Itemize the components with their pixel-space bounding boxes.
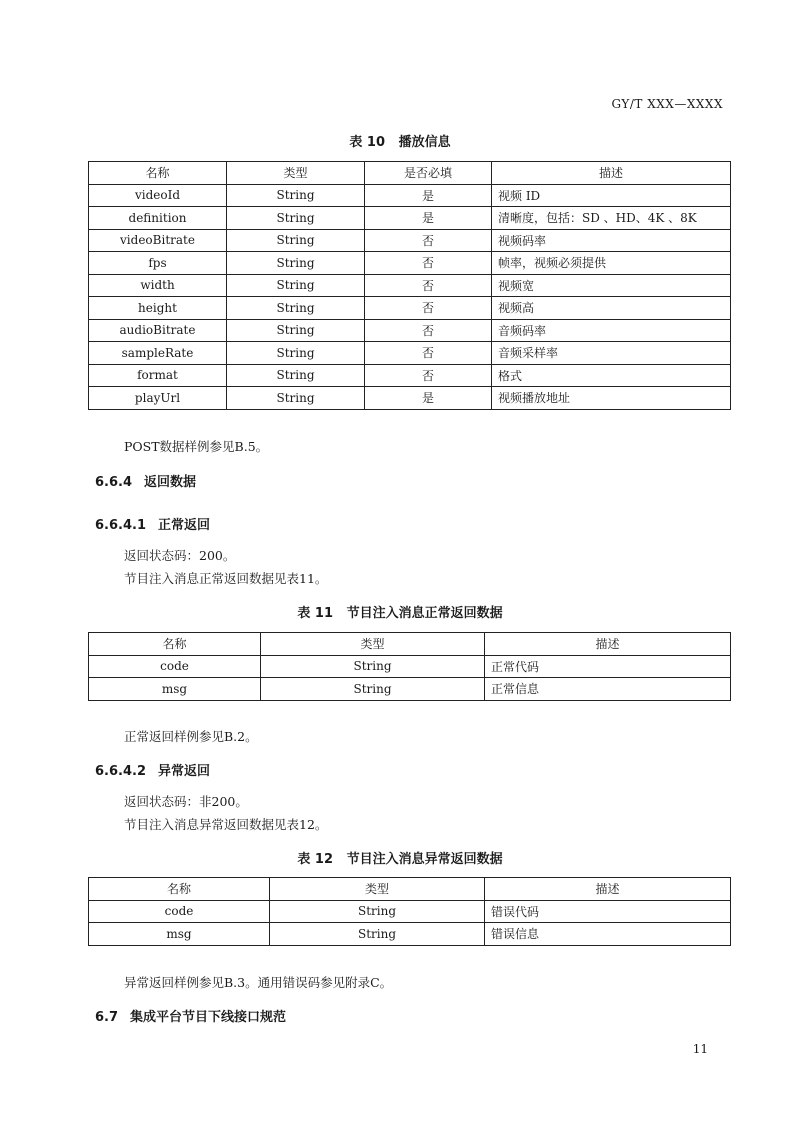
table-row [89, 229, 731, 252]
table-cell: msg [89, 678, 261, 701]
table-cell: 否 [365, 229, 492, 252]
table-cell: 音频采样率 [492, 342, 731, 365]
section-title: 返回数据 [144, 475, 197, 490]
table-cell: format [89, 364, 227, 387]
caption-title: 节目注入消息正常返回数据 [346, 606, 503, 621]
table-cell: 音频码率 [492, 319, 731, 342]
page-number: 11 [692, 1042, 708, 1056]
table-cell: width [89, 274, 227, 297]
table-cell: 清晰度，包括：SD 、HD、4K 、8K [492, 207, 731, 230]
table-cell: audioBitrate [89, 319, 227, 342]
section-title: 正常返回 [158, 518, 211, 533]
table-header-row [89, 878, 731, 901]
table-cell: height [89, 297, 227, 320]
table-cell: 正常信息 [485, 678, 731, 701]
table-cell: 视频 ID [492, 184, 731, 207]
table-cell: definition [89, 207, 227, 230]
table-cell: 否 [365, 297, 492, 320]
table-row [89, 319, 731, 342]
status-code-ok: 返回状态码：200。 [124, 548, 236, 563]
section-number: 6.6.4.2 [95, 764, 146, 779]
table-row [89, 252, 731, 275]
table-cell: playUrl [89, 387, 227, 410]
table12-reference: 节目注入消息异常返回数据见表12。 [124, 817, 328, 832]
section-number: 6.7 [95, 1010, 119, 1025]
column-header: 类型 [261, 633, 485, 656]
table-cell: String [227, 229, 365, 252]
table-cell: 帧率，视频必须提供 [492, 252, 731, 275]
table10-caption [0, 131, 800, 150]
table-cell: 否 [365, 342, 492, 365]
section-heading-6-7 [95, 1006, 286, 1025]
table-header-row [89, 162, 731, 185]
caption-number: 表 10 [349, 135, 386, 150]
ok-example-note: 正常返回样例参见B.2。 [124, 729, 258, 744]
table-row [89, 900, 731, 923]
column-header: 名称 [89, 162, 227, 185]
table-cell: 正常代码 [485, 655, 731, 678]
table-row [89, 184, 731, 207]
section-number: 6.6.4.1 [95, 518, 146, 533]
table10 [88, 161, 731, 410]
section-title: 异常返回 [158, 764, 211, 779]
table11 [88, 632, 731, 701]
section-heading-6-6-4 [95, 471, 196, 490]
caption-number: 表 12 [297, 852, 334, 867]
table-cell: String [270, 900, 485, 923]
table-cell: String [227, 342, 365, 365]
table-row [89, 274, 731, 297]
section-title: 集成平台节目下线接口规范 [130, 1010, 287, 1025]
table-row [89, 364, 731, 387]
document-code: GY/T XXX—XXXX [611, 97, 723, 111]
table-cell: 否 [365, 252, 492, 275]
table-cell: 否 [365, 319, 492, 342]
table-row [89, 655, 731, 678]
table-cell: 否 [365, 364, 492, 387]
table-row [89, 207, 731, 230]
table-cell: String [227, 207, 365, 230]
column-header: 类型 [227, 162, 365, 185]
table12-caption [0, 848, 800, 867]
table12 [88, 877, 731, 946]
table-cell: videoId [89, 184, 227, 207]
table-cell: String [227, 364, 365, 387]
error-example-note: 异常返回样例参见B.3。通用错误码参见附录C。 [124, 975, 393, 990]
table-row [89, 342, 731, 365]
column-header: 名称 [89, 878, 270, 901]
table-cell: String [227, 252, 365, 275]
table-header-row [89, 633, 731, 656]
table11-reference: 节目注入消息正常返回数据见表11。 [124, 571, 328, 586]
table-cell: 格式 [492, 364, 731, 387]
table-cell: String [270, 923, 485, 946]
table-cell: String [261, 655, 485, 678]
post-example-note: POST数据样例参见B.5。 [124, 439, 269, 454]
table11-caption [0, 602, 800, 621]
column-header: 描述 [485, 633, 731, 656]
table-cell: code [89, 655, 261, 678]
table-row [89, 297, 731, 320]
table-cell: 是 [365, 184, 492, 207]
column-header: 名称 [89, 633, 261, 656]
column-header: 类型 [270, 878, 485, 901]
table-cell: sampleRate [89, 342, 227, 365]
table-cell: msg [89, 923, 270, 946]
table-cell: 错误代码 [485, 900, 731, 923]
table-cell: String [227, 274, 365, 297]
section-heading-6-6-4-1 [95, 514, 210, 533]
column-header: 描述 [492, 162, 731, 185]
table-row [89, 678, 731, 701]
table-cell: fps [89, 252, 227, 275]
table-cell: 是 [365, 207, 492, 230]
caption-number: 表 11 [297, 606, 334, 621]
table-cell: 是 [365, 387, 492, 410]
column-header: 描述 [485, 878, 731, 901]
table-cell: String [227, 184, 365, 207]
status-code-error: 返回状态码：非200。 [124, 794, 248, 809]
table-row [89, 923, 731, 946]
table-cell: String [227, 319, 365, 342]
section-number: 6.6.4 [95, 475, 133, 490]
caption-title: 播放信息 [398, 135, 451, 150]
table-cell: 视频码率 [492, 229, 731, 252]
table-cell: 视频高 [492, 297, 731, 320]
column-header: 是否必填 [365, 162, 492, 185]
table-cell: videoBitrate [89, 229, 227, 252]
table-cell: 否 [365, 274, 492, 297]
table-cell: 错误信息 [485, 923, 731, 946]
table-cell: 视频宽 [492, 274, 731, 297]
table-cell: code [89, 900, 270, 923]
table-cell: String [227, 297, 365, 320]
caption-title: 节目注入消息异常返回数据 [346, 852, 503, 867]
table-row [89, 387, 731, 410]
table-cell: 视频播放地址 [492, 387, 731, 410]
table-cell: String [227, 387, 365, 410]
table-cell: String [261, 678, 485, 701]
section-heading-6-6-4-2 [95, 760, 210, 779]
